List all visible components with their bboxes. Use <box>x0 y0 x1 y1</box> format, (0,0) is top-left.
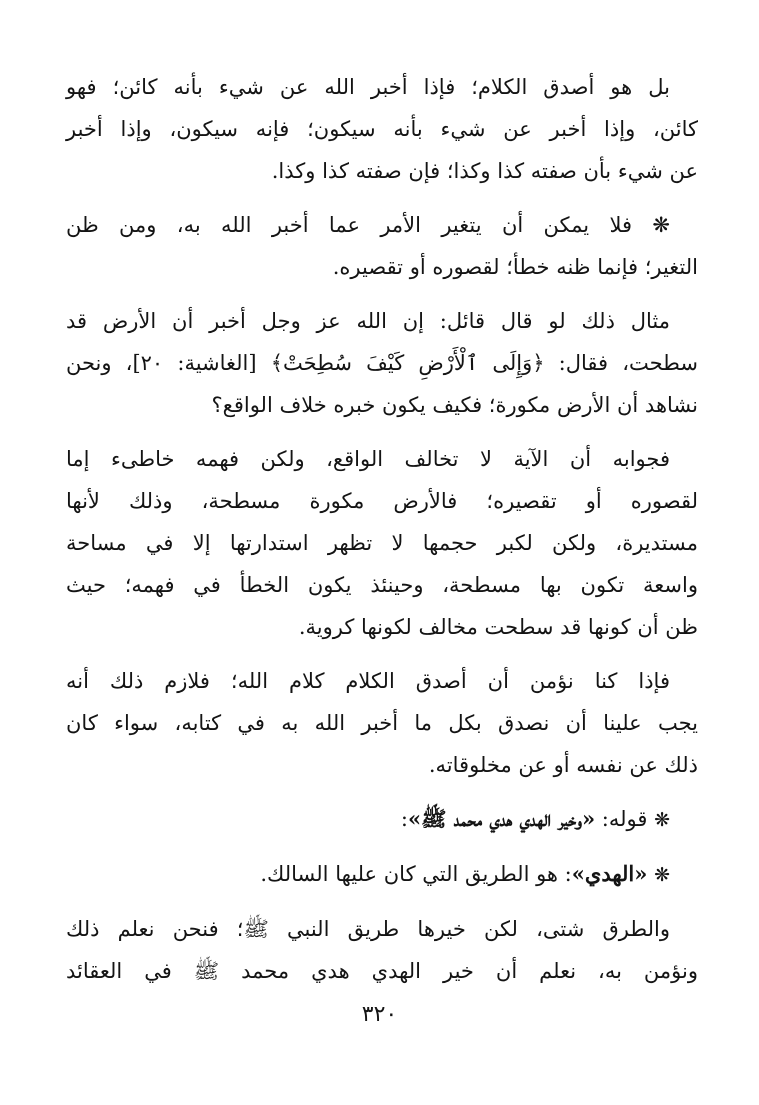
paragraph-line: لقصوره أو تقصيره؛ فالأرض مكورة مسطحة، وذلك لأنها <box>66 489 698 513</box>
page-body <box>66 66 698 992</box>
definition-term: «الهدي» <box>571 861 648 886</box>
heading-prefix: قوله: <box>595 807 648 831</box>
paragraph-line: ظن أن كونها قد سطحت مخالف لكونها كروية. <box>298 615 698 639</box>
paragraph-line: ذلك عن نفسه أو عن مخلوقاته. <box>428 753 698 777</box>
paragraph-line: نشاهد أن الأرض مكورة؛ فكيف يكون خبره خلاف الواقع؟ <box>211 393 698 417</box>
page-number: ٣٢٠ <box>361 1002 398 1027</box>
paragraph-line: واسعة تكون بها مسطحة، وحينئذ يكون الخطأ في فهمه؛ حيث <box>66 573 698 597</box>
paragraph-line: مثال ذلك لو قال قائل: إن الله عز وجل أخبر أن الأرض قد <box>66 309 670 333</box>
paragraph-line: فإذا كنا نؤمن أن أصدق الكلام كلام الله؛ فلازم ذلك أنه <box>66 669 670 693</box>
heading-suffix: : <box>400 807 408 831</box>
asterisk-marker-icon: ❋ <box>654 809 670 831</box>
definition-text: : هو الطريق التي كان عليها السالك. <box>260 862 572 886</box>
paragraph-line: كائن، وإذا أخبر عن شيء بأنه سيكون؛ فإنه سيكون، وإذا أخبر <box>66 117 698 141</box>
paragraph-line: بل هو أصدق الكلام؛ فإذا أخبر الله عن شيء بأنه كائن؛ فهو <box>66 75 670 99</box>
paragraph-line: يجب علينا أن نصدق بكل ما أخبر الله به في كتابه، سواء كان <box>66 711 698 735</box>
paragraph-line-quran: سطحت، فقال: ﴿وَإِلَى ٱلْأَرْضِ كَيْفَ سُطِحَتْ﴾ [الغاشية: ٢٠]، ونحن <box>66 351 698 375</box>
paragraph-line: التغير؛ فإنما ظنه خطأ؛ لقصوره أو تقصيره. <box>332 255 698 279</box>
paragraph-1 <box>66 66 698 192</box>
paragraph-2 <box>66 204 698 288</box>
paragraph-line: عن شيء بأن صفته كذا وكذا؛ فإن صفته كذا وكذا. <box>271 159 698 183</box>
paragraph-3 <box>66 300 698 426</box>
paragraph-8 <box>66 908 698 992</box>
paragraph-line: مستديرة، ولكن لكبر حجمها لا تظهر استدارتها إلا في مساحة <box>66 531 698 555</box>
paragraph-6-heading <box>66 798 698 841</box>
paragraph-5 <box>66 660 698 786</box>
asterisk-marker-icon: ❋ <box>654 864 670 886</box>
paragraph-line: والطرق شتى، لكن خيرها طريق النبي ﷺ؛ فنحن نعلم ذلك <box>66 917 670 941</box>
paragraph-line: ❋ فلا يمكن أن يتغير الأمر عما أخبر الله به، ومن ظن <box>66 213 670 237</box>
paragraph-7-definition <box>66 853 698 896</box>
heading-quote: «وخير الهدي هدي محمد ﷺ» <box>407 806 596 831</box>
paragraph-line: فجوابه أن الآية لا تخالف الواقع، ولكن فهمه خاطىء إما <box>66 447 670 471</box>
definition-line <box>66 853 698 896</box>
paragraph-4 <box>66 438 698 648</box>
heading-line <box>66 798 698 841</box>
paragraph-line: ونؤمن به، نعلم أن خير الهدي هدي محمد ﷺ في العقائد <box>66 959 698 983</box>
